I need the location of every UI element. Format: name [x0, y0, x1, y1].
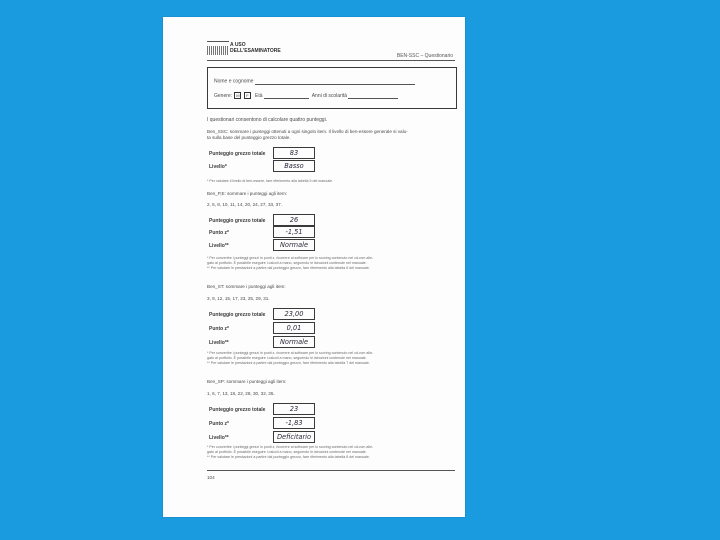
header-right-text: BEN-SSC – Questionario: [396, 53, 453, 59]
section3-level-label: Livello**: [209, 435, 229, 441]
section3-level-box: Deficitario: [273, 431, 315, 443]
section1-note-3: ** Per valutare le prestazioni a partire dal punteggio grezzo, fare riferimento alla tabella 6 del manuale.: [207, 266, 370, 270]
identity-box: [207, 67, 457, 109]
section2-z-label: Punto z*: [209, 326, 229, 332]
section1-note-1: * Per convertire i punteggi grezzi in punti z, ricorrere al software per lo scoring contenuto nel cd-rom alle-: [207, 256, 374, 260]
gender-label: Genere:: [214, 92, 233, 99]
global-raw-label: Punteggio grezzo totale: [209, 151, 266, 157]
section3-items: 1, 6, 7, 13, 18, 22, 28, 30, 32, 35.: [207, 391, 275, 396]
global-text-2: ta sulla base del punteggio grezzo totale.: [207, 135, 291, 140]
section2-note-2: gato al portfolio. È possibile eseguire i calcoli a mano, seguendo le istruzioni contenute nel manuale.: [207, 356, 367, 360]
section3-note-1: * Per convertire i punteggi grezzi in punti z, ricorrere al software per lo scoring contenuto nel cd-rom alle-: [207, 445, 374, 449]
section3-note-3: ** Per valutare le prestazioni a partire dal punteggio grezzo, fare riferimento alla tabella 8 del manuale.: [207, 455, 370, 459]
section1-items: 2, 5, 8, 10, 11, 14, 20, 24, 27, 33, 37.: [207, 202, 283, 207]
global-note: * Per valutare il livello di ben-essere, fare riferimento alla tabella 5 del manuale.: [207, 179, 334, 183]
name-line: [255, 79, 415, 85]
gender-m-box: M: [236, 93, 240, 98]
section1-raw-box: 26: [273, 214, 315, 226]
section3-raw-label: Punteggio grezzo totale: [209, 407, 266, 413]
section2-level-label: Livello**: [209, 340, 229, 346]
footer-rule: [207, 470, 455, 471]
school-label: Anni di scolarità: [311, 92, 348, 99]
name-label: Nome e cognome: [214, 78, 254, 85]
section1-z-box: -1,51: [273, 226, 315, 238]
header-rule: [207, 60, 455, 61]
section3-raw-box: 23: [273, 403, 315, 415]
section2-z-box: 0,01: [273, 322, 315, 334]
section2-title: Ben_ST: sommare i punteggi agli item:: [207, 284, 286, 289]
section1-level-label: Livello**: [209, 243, 229, 249]
section2-raw-box: 23,00: [273, 308, 315, 320]
age-line: [264, 93, 309, 99]
header-title-line2: DELL'ESAMINATORE: [230, 48, 281, 54]
section3-note-2: gato al portfolio. È possibile eseguire i calcoli a mano, seguendo le istruzioni contenute nel manuale.: [207, 450, 367, 454]
section2-level-box: Normale: [273, 336, 315, 348]
section3-z-label: Punto z*: [209, 421, 229, 427]
global-level-label: Livello*: [209, 164, 227, 170]
document-page: [163, 17, 465, 517]
name-field: [214, 79, 415, 85]
school-line: [348, 93, 398, 99]
global-raw-box: 83: [273, 147, 315, 159]
gender-f-box: F: [244, 92, 251, 99]
section1-z-label: Punto z*: [209, 230, 229, 236]
section3-z-box: -1,83: [273, 417, 315, 429]
section1-note-2: gato al portfolio. È possibile eseguire i calcoli a mano, seguendo le istruzioni contenute nel manuale.: [207, 261, 367, 265]
section1-level-box: Normale: [273, 239, 315, 251]
section1-title: Ben_P,E: sommare i punteggi agli item:: [207, 191, 288, 196]
publisher-logo: [207, 41, 229, 59]
page-number: 104: [207, 475, 215, 480]
intro-text: I questionari consentono di calcolare quattro punteggi.: [207, 117, 328, 123]
section2-raw-label: Punteggio grezzo totale: [209, 312, 266, 318]
section3-title: Ben_SP: sommare i punteggi agli item:: [207, 379, 287, 384]
gender-age-row: [214, 92, 398, 99]
global-level-box: Basso: [273, 160, 315, 172]
header-title: [230, 42, 281, 54]
age-label: Età: [255, 92, 263, 99]
section2-note-1: * Per convertire i punteggi grezzi in punti z, ricorrere al software per lo scoring contenuto nel cd-rom alle-: [207, 351, 374, 355]
global-text-1: Ben_SSC: sommare i punteggi ottenuti a ogni singolo item. Il livello di ben-essere generale si valu-: [207, 129, 408, 134]
header-title-line1: A USO: [230, 42, 246, 48]
section2-items: 3, 9, 12, 15, 17, 23, 25, 29, 31.: [207, 296, 270, 301]
section2-note-3: ** Per valutare le prestazioni a partire dal punteggio grezzo, fare riferimento alla tabella 7 del manuale.: [207, 361, 370, 365]
section1-raw-label: Punteggio grezzo totale: [209, 218, 266, 224]
